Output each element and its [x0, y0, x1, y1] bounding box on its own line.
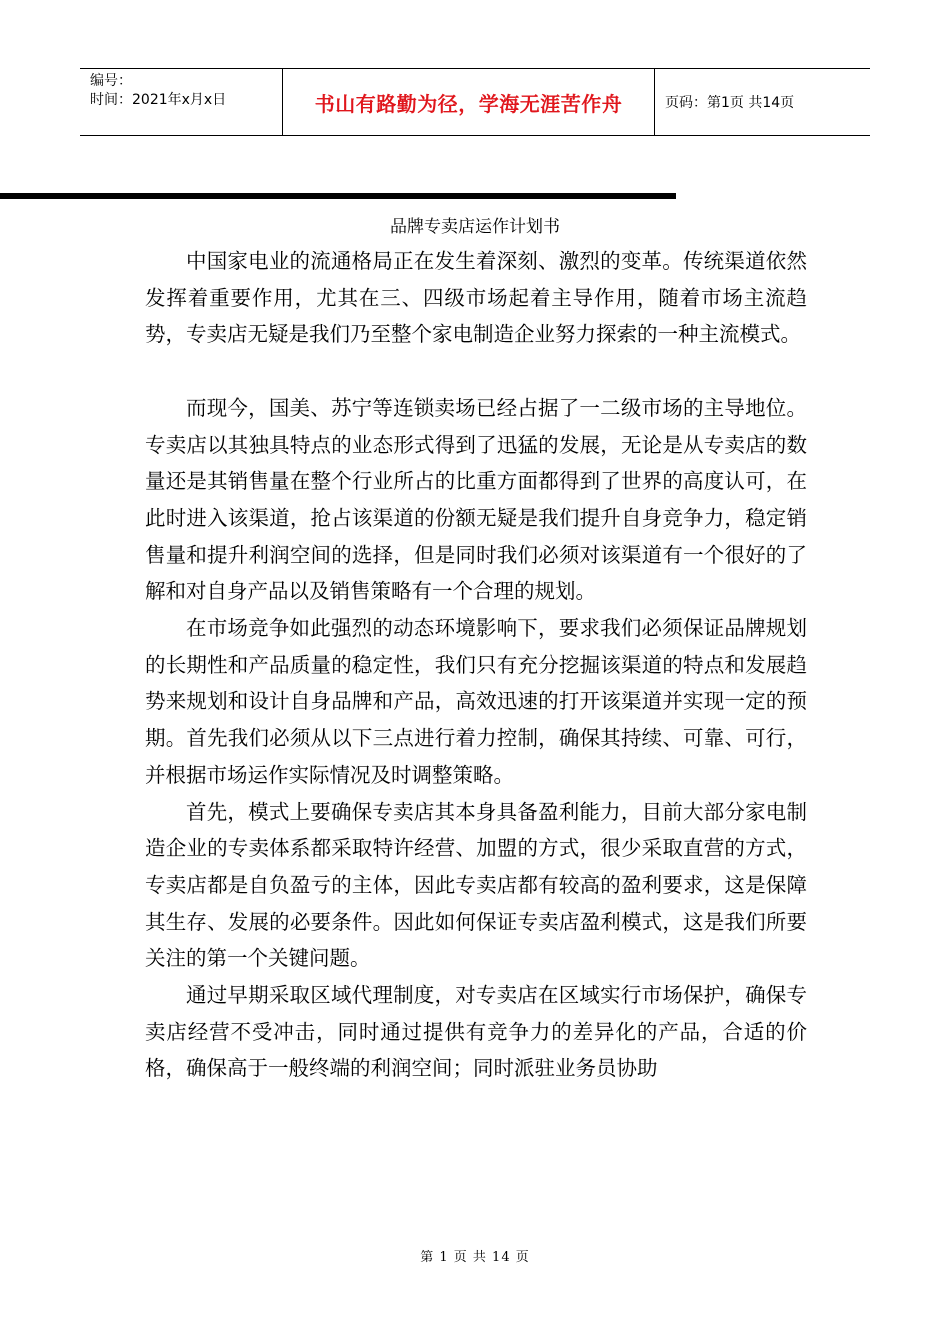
document-body [145, 243, 807, 1087]
paragraph-2: 而现今，国美、苏宁等连锁卖场已经占据了一二级市场的主导地位。专卖店以其独具特点的业态形式得到了迅猛的发展，无论是从专卖店的数量还是其销售量在整个行业所占的比重方面都得到了世界的高度认可，在此时进入该渠道，抢占该渠道的份额无疑是我们提升自身竞争力，稳定销售量和提升利润空间的选择，但是同时我们必须对该渠道有一个很好的了解和对自身产品以及销售策略有一个合理的规划。 [145, 395, 807, 604]
document-title: 品牌专卖店运作计划书 [390, 217, 560, 237]
title-rule [0, 193, 676, 199]
time-label: 时间：2021年x月x日 [90, 92, 227, 108]
paragraph-4: 首先，模式上要确保专卖店其本身具备盈利能力，目前大部分家电制造企业的专卖体系都采取特许经营、加盟的方式，很少采取直营的方式，专卖店都是自负盈亏的主体，因此专卖店都有较高的盈利要求，这是保障其生存、发展的必要条件。因此如何保证专卖店盈利模式，这是我们所要关注的第一个关键问题。 [145, 799, 807, 971]
number-label: 编号： [90, 73, 132, 89]
paragraph-5: 通过早期采取区域代理制度，对专卖店在区域实行市场保护，确保专卖店经营不受冲击，同时通过提供有竞争力的差异化的产品，合适的价格，确保高于一般终端的利润空间；同时派驻业务员协助 [145, 983, 807, 1081]
page-footer: 第 1 页 共 14 页 [420, 1250, 530, 1265]
header-motto-cell [283, 69, 655, 135]
header-meta-cell [80, 69, 283, 135]
motto-text: 书山有路勤为径，学海无涯苦作舟 [314, 91, 623, 116]
paragraph-1: 中国家电业的流通格局正在发生着深刻、激烈的变革。传统渠道依然发挥着重要作用，尤其在三、四级市场起着主导作用，随着市场主流趋势，专卖店无疑是我们乃至整个家电制造企业努力探索的一种主流模式。 [145, 249, 807, 347]
header-page-cell [655, 69, 870, 135]
header-table [80, 68, 870, 136]
paragraph-3: 在市场竞争如此强烈的动态环境影响下，要求我们必须保证品牌规划的长期性和产品质量的稳定性，我们只有充分挖掘该渠道的特点和发展趋势来规划和设计自身品牌和产品，高效迅速的打开该渠道并实现一定的预期。首先我们必须从以下三点进行着力控制，确保其持续、可靠、可行，并根据市场运作实际情况及时调整策略。 [145, 616, 807, 787]
page-label: 页码：第1页 共14页 [665, 95, 795, 111]
